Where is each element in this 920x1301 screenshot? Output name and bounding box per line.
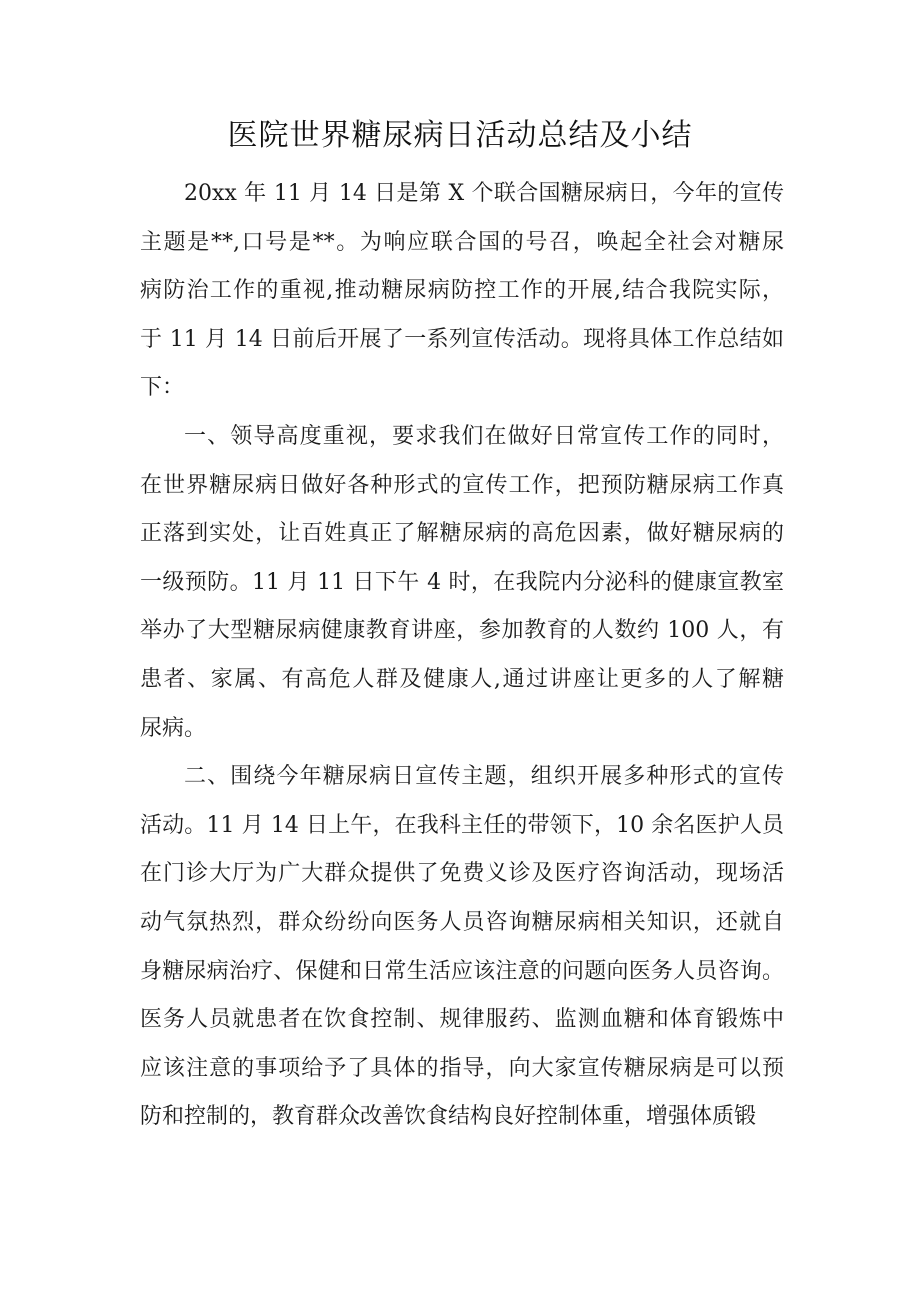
paragraph-2	[140, 413, 784, 753]
text-line: 正落到实处，让百姓真正了解糖尿病的高危因素，做好糖尿病的	[140, 521, 784, 547]
text-line: 患者、家属、有高危人群及健康人,通过讲座让更多的人了解糖	[140, 666, 784, 692]
text-line: 防和控制的，教育群众改善饮食结构良好控制体重，增强体质锻	[140, 1104, 757, 1130]
text-line: 一、领导高度重视，要求我们在做好日常宣传工作的同时，	[184, 423, 784, 449]
text-line: 医务人员就患者在饮食控制、规律服药、监测血糖和体育锻炼中	[140, 1007, 784, 1033]
text-line: 动气氛热烈，群众纷纷向医务人员咨询糖尿病相关知识，还就自	[140, 909, 784, 935]
text-line: 在门诊大厅为广大群众提供了免费义诊及医疗咨询活动，现场活	[140, 861, 784, 887]
text-line: 于 11 月 14 日前后开展了一系列宣传活动。现将具体工作总结如	[140, 326, 784, 352]
paragraph-3	[140, 753, 784, 1142]
text-line: 二、围绕今年糖尿病日宣传主题，组织开展多种形式的宣传	[184, 764, 784, 790]
text-line: 举办了大型糖尿病健康教育讲座，参加教育的人数约 100 人，有	[140, 618, 784, 644]
text-line: 活动。11 月 14 日上午，在我科主任的带领下，10 余名医护人员	[140, 812, 784, 838]
text-line: 主题是**,口号是**。为响应联合国的号召，唤起全社会对糖尿	[140, 229, 784, 255]
text-line: 在世界糖尿病日做好各种形式的宣传工作，把预防糖尿病工作真	[140, 472, 784, 498]
document-body	[140, 170, 784, 1142]
text-line: 身糖尿病治疗、保健和日常生活应该注意的问题向医务人员咨询。	[140, 958, 784, 984]
document-title: 医院世界糖尿病日活动总结及小结	[227, 118, 693, 153]
text-line: 应该注意的事项给予了具体的指导，向大家宣传糖尿病是可以预	[140, 1055, 784, 1081]
text-line: 尿病。	[140, 715, 207, 741]
text-line: 下：	[140, 375, 185, 401]
paragraph-1	[140, 170, 784, 413]
text-line: 病防治工作的重视,推动糖尿病防控工作的开展,结合我院实际，	[140, 278, 784, 304]
text-line: 20xx 年 11 月 14 日是第 X 个联合国糖尿病日，今年的宣传	[184, 181, 784, 206]
text-line: 一级预防。11 月 11 日下午 4 时，在我院内分泌科的健康宣教室	[140, 569, 784, 595]
